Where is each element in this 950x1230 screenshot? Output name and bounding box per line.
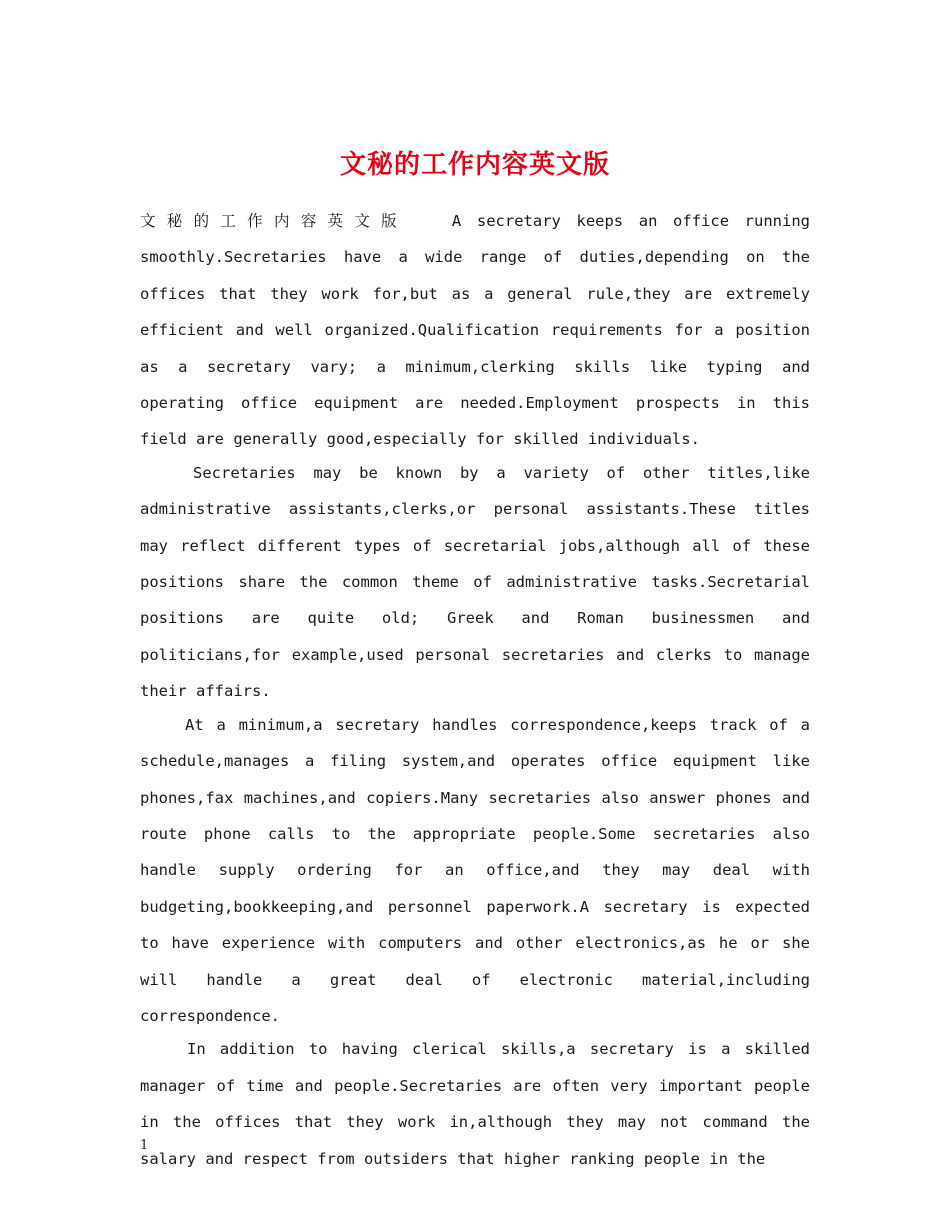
paragraph-1-text: A secretary keeps an office running smoothly.Secretaries have a wide range of duties,depending on the offices that they work for,but as a general rule,they are extremely efficient and well organized.Qualification requirements for a position as a secretary vary; a minimum,clerking skills like typing and operating office equipment are needed.Employment prospects in this field are generally good,especially for skilled individuals.: [140, 212, 810, 449]
document-body: [140, 203, 810, 1177]
paragraph-2: Secretaries may be known by a variety of other titles,like administrative assistants,clerks,or personal assistants.These titles may reflect different types of secretarial jobs,although all of these positions share the common theme of administrative tasks.Secretarial positions are quite old; Greek and Roman businessmen and politicians,for example,used personal secretaries and clerks to manage their affairs.: [140, 463, 810, 701]
paragraph-3: At a minimum,a secretary handles correspondence,keeps track of a schedule,manages a filing system,and operates office equipment like phones,fax machines,and copiers.Many secretaries also answer phones and route phone calls to the appropriate people.Some secretaries also handle supply ordering for an office,and they may deal with budgeting,bookkeeping,and personnel paperwork.A secretary is expected to have experience with computers and other electronics,as he or she will handle a great deal of electronic material,including correspondence.: [140, 715, 810, 1025]
paragraph-1: [140, 203, 810, 458]
paragraph-1-lead: 文秘的工作内容英文版: [140, 212, 408, 230]
paragraph-4: In addition to having clerical skills,a secretary is a skilled manager of time and people.Secretaries are often very important people in the offices that they work in,although they may not command the salary and respect from outsiders that higher ranking people in the: [140, 1040, 810, 1168]
page-number: 1: [140, 1138, 149, 1153]
document-title: 文秘的工作内容英文版: [339, 150, 610, 181]
